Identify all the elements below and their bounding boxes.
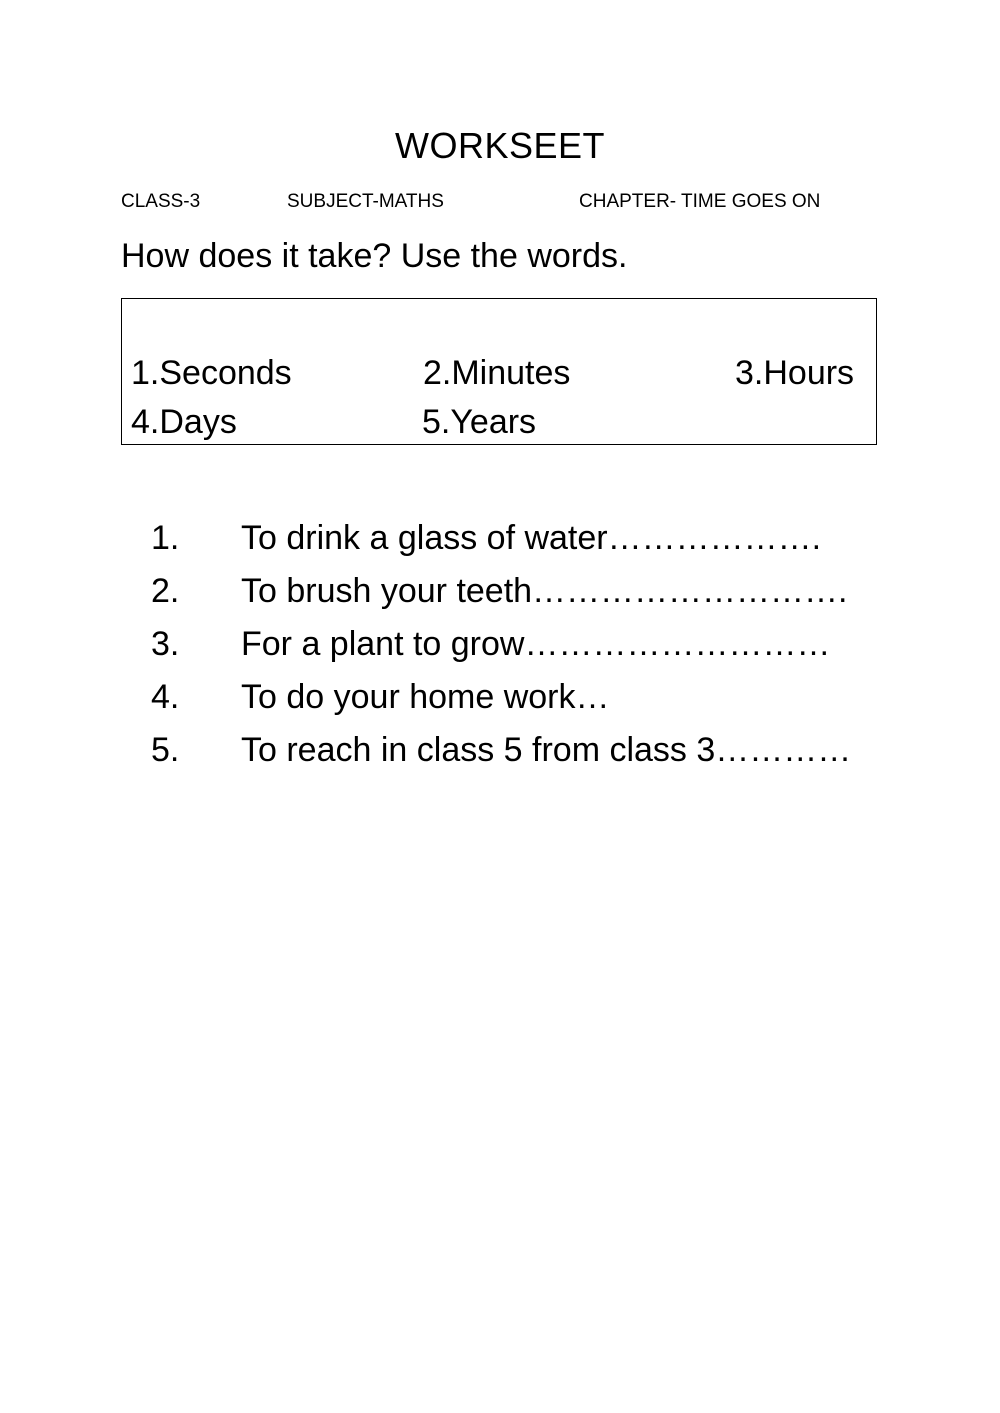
question-number: 4.	[151, 678, 180, 716]
word-bank-item: 3.Hours	[735, 354, 855, 392]
question-text: To brush your teeth……………………….	[241, 572, 848, 610]
question-item	[0, 730, 1000, 783]
question-number: 2.	[151, 572, 180, 610]
question-item	[0, 518, 1000, 571]
instruction-text: How does it take? Use the words.	[121, 237, 628, 275]
word-bank-item: 2.Minutes	[423, 354, 571, 392]
word-bank-box	[121, 298, 877, 445]
class-label: CLASS-3	[121, 191, 201, 212]
question-text: For a plant to grow………………………	[241, 625, 831, 663]
question-item	[0, 677, 1000, 730]
word-bank-item: 4.Days	[131, 403, 237, 441]
question-text: To drink a glass of water……………….	[241, 519, 822, 557]
question-number: 3.	[151, 625, 180, 663]
word-bank-item: 1.Seconds	[131, 354, 292, 392]
word-bank-item: 5.Years	[422, 403, 537, 441]
question-text: To reach in class 5 from class 3…………	[241, 731, 852, 769]
question-item	[0, 624, 1000, 677]
chapter-label: CHAPTER- TIME GOES ON	[579, 191, 821, 212]
question-text: To do your home work…	[241, 678, 610, 716]
question-item	[0, 571, 1000, 624]
question-number: 1.	[151, 519, 180, 557]
subject-label: SUBJECT-MATHS	[287, 191, 444, 212]
worksheet-title: WORKSEET	[394, 125, 605, 166]
question-number: 5.	[151, 731, 180, 769]
